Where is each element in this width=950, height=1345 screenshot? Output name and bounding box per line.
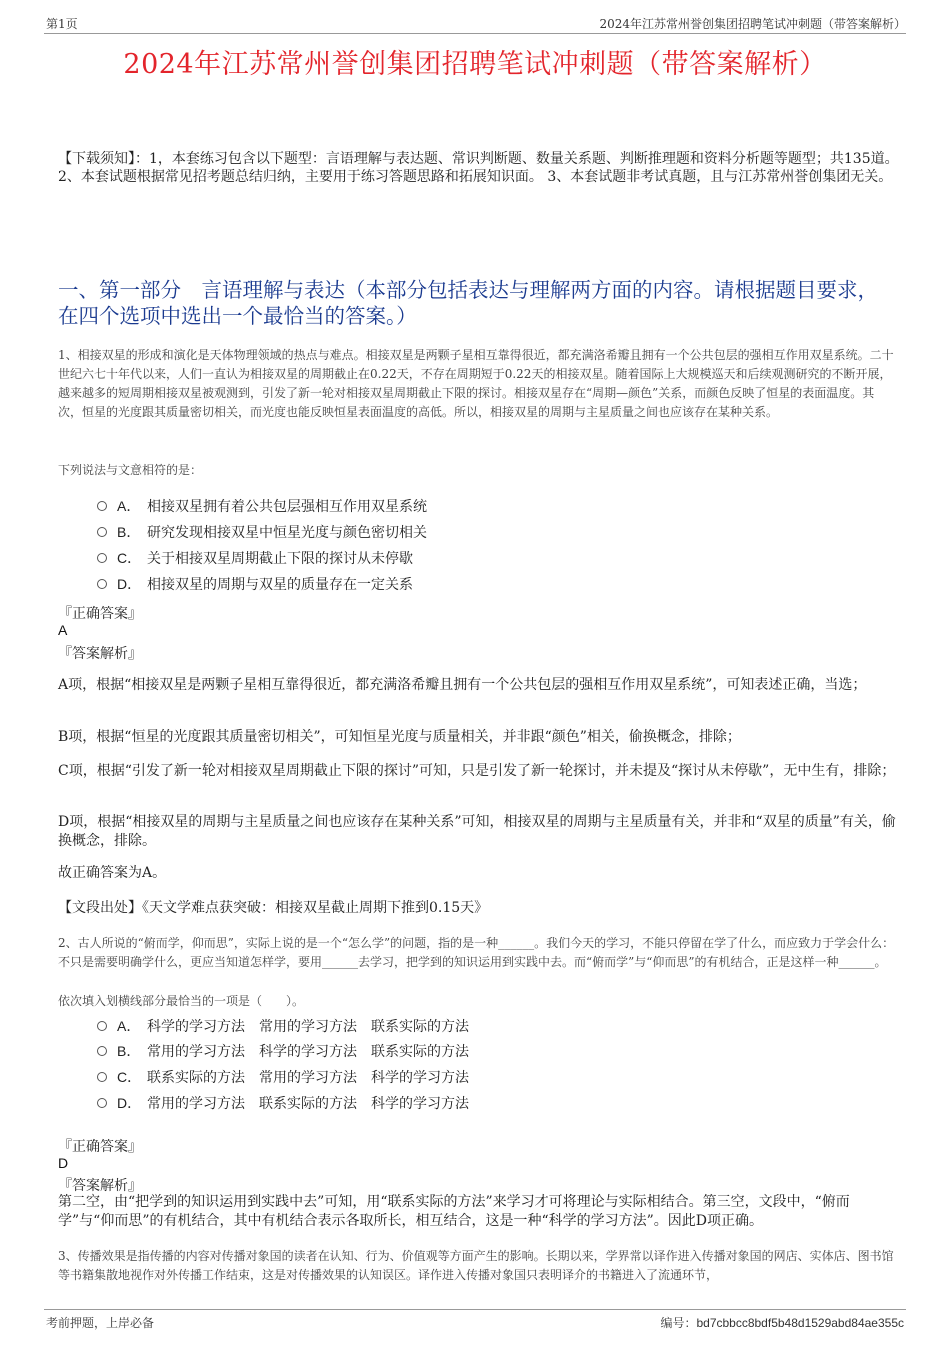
question-1-option-a[interactable] [97,496,427,516]
question-1-option-d[interactable] [97,574,413,594]
option-letter: D． [117,576,142,592]
footer-slogan: 考前押题，上岸必备 [46,1316,155,1330]
question-1-passage: 1、相接双星的形成和演化是天体物理领域的热点与难点。相接双星是两颗子星相互靠得很近，都充满洛希瓣且拥有一个公共包层的强相互作用双星系统。二十世纪六七十年代以来，人们一直认为相接双星的周期截止在0.22天，不存在周期短于0.22天的相接双星。随着国际上大规模巡天和后续观测研究的不断开展，越来越多的短周期相接双星被观测到，引发了新一轮对相接双星周期截止下限的探讨。相接双星存在“周期—颜色”关系，而颜色反映了恒星的表面温度。其次，恒星的光度跟其质量密切相关，而光度也能反映恒星表面温度的高低。所以，相接双星的周期与主星质量之间也应该存在某种关系。 [58,348,894,419]
radio-icon[interactable] [97,1072,107,1082]
question-2-option-c[interactable] [97,1067,469,1087]
question-1-analysis-d: D项，根据“相接双星的周期与主星质量之间也应该存在某种关系”可知，相接双星的周期与主星质量有关，并非和“双星的质量”有关，偷换概念，排除。 [58,814,896,849]
question-2-prompt: 依次填入划横线部分最恰当的一项是（ ）。 [58,994,305,1008]
question-2-option-b[interactable] [97,1041,469,1061]
question-1-prompt: 下列说法与文意相符的是： [58,463,203,477]
header-rule [44,33,906,34]
option-text: 相接双星拥有着公共包层强相互作用双星系统 [147,499,427,515]
option-text: 科学的学习方法 常用的学习方法 联系实际的方法 [147,1019,469,1035]
option-text: 常用的学习方法 联系实际的方法 科学的学习方法 [147,1096,469,1112]
question-1-analysis-c: C项，根据“引发了新一轮对相接双星周期截止下限的探讨”可知，只是引发了新一轮探讨，并未提及“探讨从未停歇”，无中生有，排除； [58,763,896,779]
question-3-passage: 3、传播效果是指传播的内容对传播对象国的读者在认知、行为、价值观等方面产生的影响。长期以来，学界常以译作进入传播对象国的网店、实体店、图书馆等书籍集散地视作对外传播工作结束，这是对传播效果的认知误区。译作进入传播对象国只表明译介的书籍进入了流通环节， [58,1249,894,1282]
option-letter: B． [117,524,141,540]
option-text: 常用的学习方法 科学的学习方法 联系实际的方法 [147,1044,469,1060]
option-letter: A． [117,498,141,514]
question-2-option-a[interactable] [97,1016,469,1036]
question-2-answer-label: 『正确答案』 [58,1139,142,1155]
radio-icon[interactable] [97,1046,107,1056]
footer-rule [44,1309,906,1310]
option-text: 相接双星的周期与双星的质量存在一定关系 [147,577,413,593]
option-letter: D． [117,1095,142,1111]
radio-icon[interactable] [97,1021,107,1031]
footer-code [660,1314,904,1331]
section-heading: 一、第一部分 言语理解与表达（本部分包括表达与理解两方面的内容。请根据题目要求，在四个选项中选出一个最恰当的答案。） [58,278,878,328]
header-page-number: 第1页 [46,17,78,31]
question-1-option-c[interactable] [97,548,413,568]
question-1-answer-label: 『正确答案』 [58,606,142,622]
question-1-option-b[interactable] [97,522,427,542]
question-1-analysis-label: 『答案解析』 [58,646,142,662]
question-1-answer: A [58,622,68,638]
radio-icon[interactable] [97,553,107,563]
question-2-option-d[interactable] [97,1093,469,1113]
radio-icon[interactable] [97,527,107,537]
option-text: 研究发现相接双星中恒星光度与颜色密切相关 [147,525,427,541]
document-title: 2024年江苏常州誉创集团招聘笔试冲刺题（带答案解析） [123,49,827,80]
option-letter: A． [117,1018,141,1034]
radio-icon[interactable] [97,1098,107,1108]
option-letter: C． [117,1069,142,1085]
footer-code-value: bd7cbbcc8bdf5b48d1529abd84ae355c [696,1316,904,1330]
option-letter: B． [117,1043,141,1059]
radio-icon[interactable] [97,579,107,589]
question-2-passage: 2、古人所说的“俯而学，仰而思”，实际上说的是一个“怎么学”的问题，指的是一种______。我们今天的学习，不能只停留在学了什么，而应致力于学会什么：不只是需要明确学什么，更应当知道怎样学，要用______去学习，把学到的知识运用到实践中去。而“俯而学”与“仰而思”的有机结合，正是这样一种______。 [58,936,895,969]
footer-code-label: 编号： [660,1316,697,1330]
radio-icon[interactable] [97,501,107,511]
header-doc-title: 2024年江苏常州誉创集团招聘笔试冲刺题（带答案解析） [599,17,906,31]
download-notice: 【下载须知】：1，本套练习包含以下题型：言语理解与表达题、常识判断题、数量关系题、判断推理题和资料分析题等题型；共135道。 2、本套试题根据常见招考题总结归纳，主要用于练习答题思路和拓展知识面。 3、本套试题非考试真题，且与江苏常州誉创集团无关。 [58,151,899,185]
option-letter: C． [117,550,142,566]
question-2-analysis-label: 『答案解析』 [58,1178,142,1194]
question-1-analysis-b: B项，根据“恒星的光度跟其质量密切相关”，可知恒星光度与质量相关，并非跟“颜色”相关，偷换概念，排除； [58,729,741,745]
question-1-source: 【文段出处】《天文学难点获突破：相接双星截止周期下推到0.15天》 [58,900,489,916]
option-text: 关于相接双星周期截止下限的探讨从未停歇 [147,551,413,567]
question-1-analysis-a: A项，根据“相接双星是两颗子星相互靠得很近，都充满洛希瓣且拥有一个公共包层的强相互作用双星系统”，可知表述正确，当选； [58,677,867,693]
question-2-answer: D [58,1155,69,1171]
question-1-conclusion: 故正确答案为A。 [58,865,167,881]
question-2-analysis: 第二空，由“把学到的知识运用到实践中去”可知，用“联系实际的方法”来学习才可将理论与实际相结合。第三空，文段中，“俯而学”与“仰而思”的有机结合，其中有机结合表示各取所长，相互结合，这是一种“科学的学习方法”。因此D项正确。 [58,1194,850,1229]
option-text: 联系实际的方法 常用的学习方法 科学的学习方法 [147,1070,469,1086]
